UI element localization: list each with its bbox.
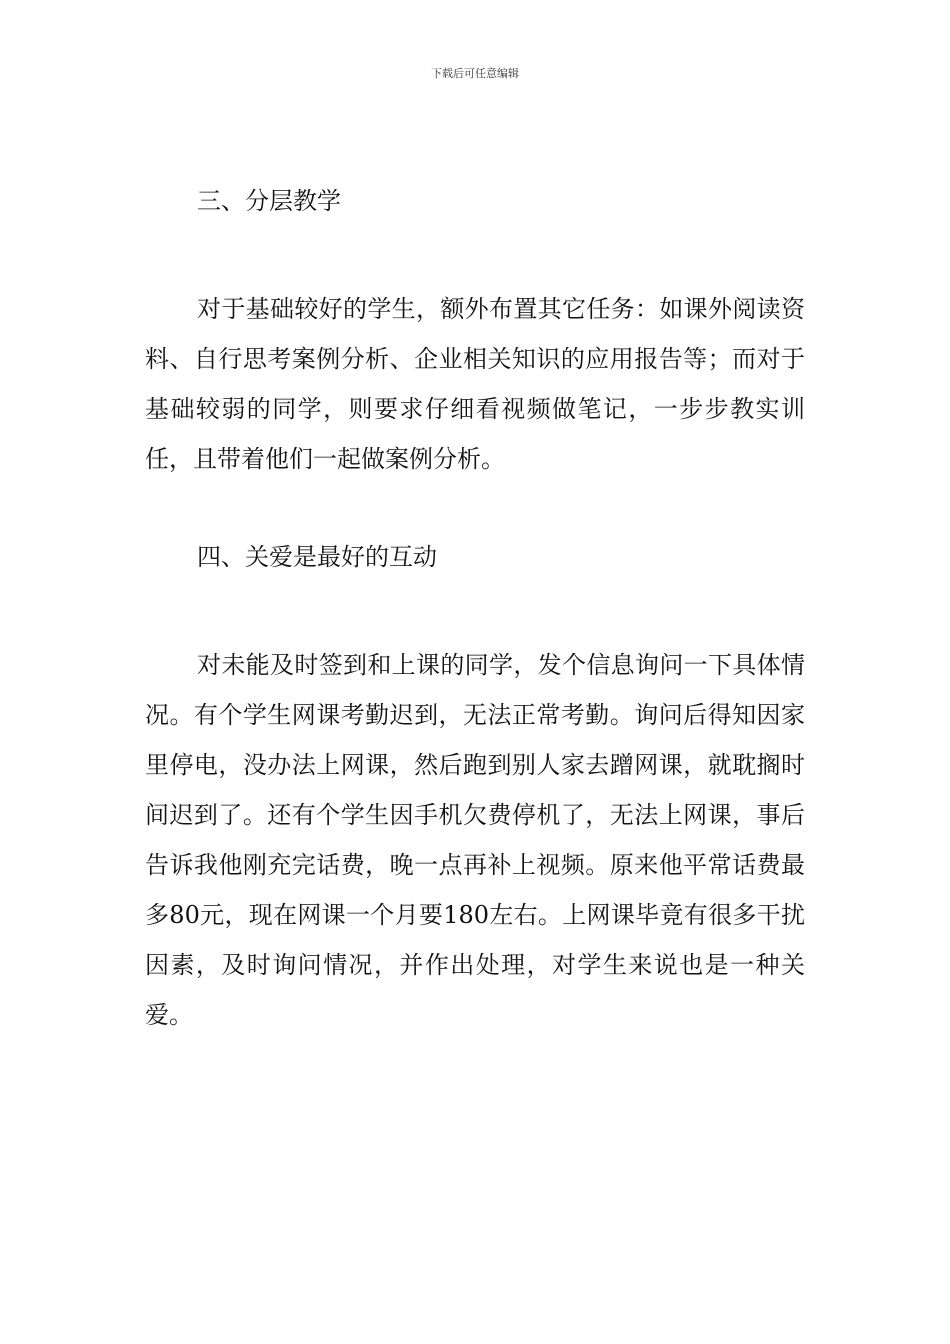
page-header-note: 下载后可任意编辑 xyxy=(431,67,519,80)
section-heading-tiered-teaching: 三、分层教学 xyxy=(197,187,341,215)
section-paragraph-tiered-teaching: 对于基础较好的学生，额外布置其它任务：如课外阅读资料、自行思考案例分析、企业相关知识的应用报告等；而对于基础较弱的同学，则要求仔细看视频做笔记，一步步教实训任，且带着他们一起做案例分析。 xyxy=(145,295,805,473)
document-body xyxy=(145,176,805,1040)
section-heading-care-interaction: 四、关爱是最好的互动 xyxy=(197,543,437,571)
section-paragraph-care-interaction: 对未能及时签到和上课的同学，发个信息询问一下具体情况。有个学生网课考勤迟到，无法正常考勤。询问后得知因家里停电，没办法上网课，然后跑到别人家去蹭网课，就耽搁时间迟到了。还有个学生因手机欠费停机了，无法上网课，事后告诉我他刚充完话费，晚一点再补上视频。原来他平常话费最多80元，现在网课一个月要180左右。上网课毕竟有很多干扰因素，及时询问情况，并作出处理，对学生来说也是一种关爱。 xyxy=(145,651,805,1029)
